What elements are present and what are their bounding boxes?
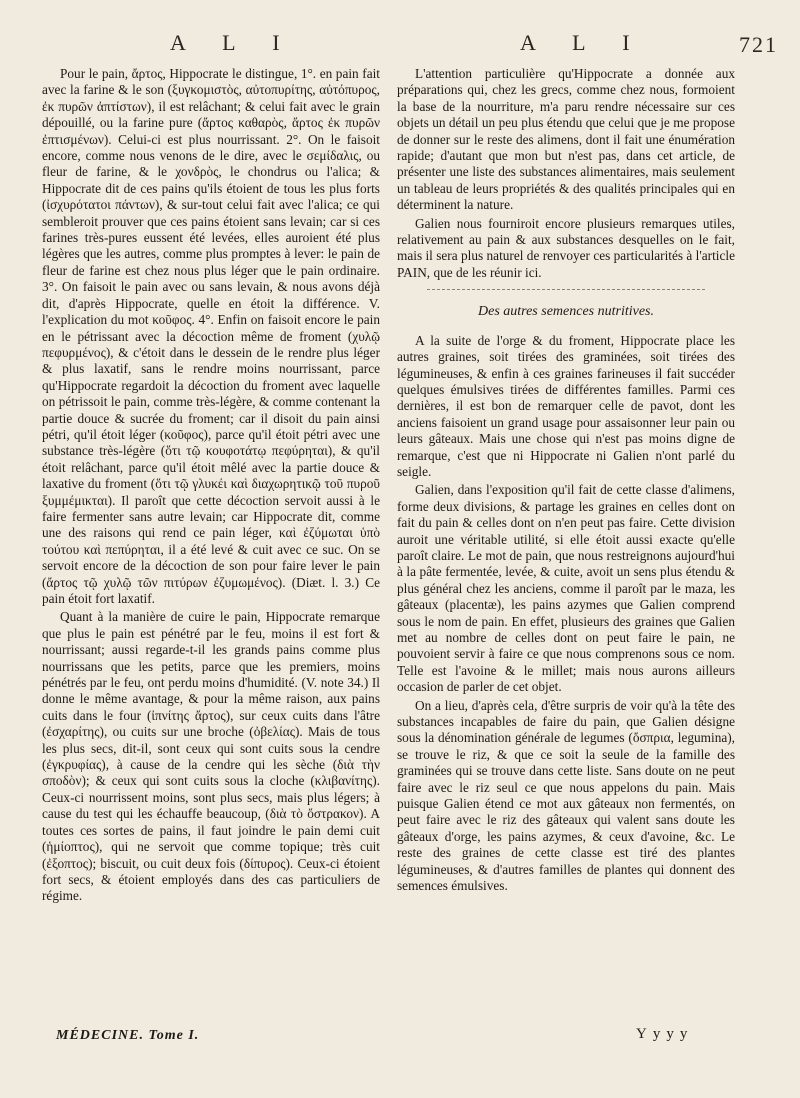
running-head-left: A L I bbox=[170, 30, 296, 55]
paragraph: Galien, dans l'exposition qu'il fait de cette classe d'alimens, forme deux divisions, & partage les graines en celles dont on fait du pain & celles dont on n'en peut pas faire. Cette division auroit une véritable utilité, si elle étoit aussi exacte qu'elle paroît claire. Le mot de pain, que nous restreignons aujourd'hui à la pâte fermentée, levée, & cuite, avoit un sens plus étendu & plus général chez les anciens, comme il paroît par le maza, les gâteaux (placentæ), les pains azymes que Galien comprend sous le nom de pain. En effet, plusieurs des graines que Galien met au nombre de celles dont on peut faire le pain, ne pouvoient servir à faire ce que nous comprenons sous ce nom. Telle est l'avoine & le millet; mais nous aurons ailleurs occasion de parler de cet objet. bbox=[397, 482, 735, 695]
paragraph: On a lieu, d'après cela, d'être surpris de voir qu'à la tête des substances incapables de faire du pain, que Galien désigne sous la dénomination générale de legumes (ὄσπρια, legumina), se trouve le riz, & que ce soit la seule de la famille des graminées qui se trouve dans cette liste. Sans doute on ne peut faire avec le riz seul ce que nous appelons du pain. Mais puisque Galien étend ce mot aux gâteaux non fermentés, on peut faire avec le riz des gâteaux qui valent sans doute les gâteaux d'orge, les pains azymes, & ceux d'avoine, &c. Le reste des graines de cette classe est tiré des plantes légumineuses, & d'autres familles de plantes qui donnent des semences émulsives. bbox=[397, 697, 735, 894]
paragraph: Galien nous fourniroit encore plusieurs remarques utiles, relativement au pain & aux substances desquelles on le fait, mais il sera plus naturel de renvoyer ces particularités à l'article PAIN, que de les réunir ici. bbox=[397, 215, 735, 280]
left-column bbox=[42, 66, 380, 905]
section-title: Des autres semences nutritives. bbox=[478, 304, 654, 320]
running-head-right: A L I bbox=[520, 30, 646, 55]
paragraph: L'attention particulière qu'Hippocrate a donnée aux préparations qui, chez les grecs, comme chez nous, formoient la base de la nourriture, m'a paru rendre nécessaire sur ces objets un détail un peu plus étendu que celui que je me propose de donner sur le reste des alimens, dont il fait une énumération rapide; d'autant que mon but n'est pas, dans cet article, de présenter une liste des substances alimentaires, mais seulement un tableau de leurs propriétés & des qualités principales qui en déterminent la nature. bbox=[397, 66, 735, 213]
footer-volume: MÉDECINE. Tome I. bbox=[56, 1028, 200, 1043]
page-number: 721 bbox=[739, 32, 778, 57]
paragraph: A la suite de l'orge & du froment, Hippocrate place les autres graines, soit tirées des graminées, soit tirées des légumineuses, & enfin à ces graines farineuses il fait succéder quelques émulsives tirées de différentes familles. Parmi ces dernières, il est bon de remarquer celle de pavot, dont les anciens faisoient un grand usage pour assaisonner leur pain ou leurs gâteaux. Mais une chose qui n'est pas moins digne de remarque, c'est que ni Hippocrate ni Galien n'ont parlé du seigle. bbox=[397, 332, 735, 479]
signature-mark: Yyyy bbox=[636, 1026, 694, 1042]
paragraph: Pour le pain, ἄρτος, Hippocrate le distingue, 1°. en pain fait avec la farine & le son (ξυγκομιστὸς, αὐτοπυρίτης, αὐτόπυρος, ἐκ πυρῶν ἀπτίστων), il est relâchant; & celui fait avec le grain dépouillé, ou la farine pure (ἄρτος καθαρὸς, ἄρτος ἐκ πυρῶν ἐπτισμένων). Celui-ci est plus nourrissant. 2°. On le faisoit encore, comme nous venons de le dire, avec le σεμίδαλις, ou fleur de farine, & le χονδρὸς, le chondrus ou l'alica; & Hippocrate dit de ces pains qu'ils étoient de tous les plus forts (ἰσχυρότατοι πάντων), & sur-tout celui fait avec l'alica; ce qui sembleroit prouver que ces pains étoient sans levain; car si ces farines très-pures eussent été levées, elles auroient été plus légères que les autres, comme plus promptes à lever: le pain de fleur de farine est chez nous plus léger que le pain ordinaire. 3°. On faisoit le pain avec ou sans levain, & nous avons déjà dit, d'après Hippocrate, quelle en étoit la différence. V. l'explication du mot κοῦφος. 4°. Enfin on faisoit encore le pain en le pétrissant avec la décoction même de froment (χυλῷ πεφυρμένος), & c'étoit dans le dessein de le rendre plus léger & plus laxatif, sans le rendre moins nourrissant, parce qu'Hippocrate regardoit la décoction du froment avec laquelle on pétrissoit le pain, comme très-légère, & comme contenant la partie douce & sucrée du froment; car il disoit du pain ainsi pétri, qu'il étoit léger (κοῦφος), parce qu'il étoit pétri avec une substance très-légère (ὅτι τῷ κουφοτάτῳ πεφύρηται), & qu'il étoit relâchant, parce qu'il étoit mêlé avec la partie douce & laxative du froment (ὅτι τῷ γλυκέι καὶ διαχωρητικῷ τοῦ πυροῦ ξυμμέμικται). Il paroît que cette décoction servoit aussi à le faire fermenter sans autre levain; car Hippocrate dit, comme une des raisons qui rend ce pain léger, καὶ ἐζύμωται ὑπὸ τούτου καὶ πεπύρηται, il a été levé & cuit avec ce suc. On se servoit encore de la décoction de son pour faire lever le pain (ἄρτος τῷ χυλῷ τῶν πιτύρων ἐζυμωμένος). (Diæt. l. 3.) Ce pain étoit fort laxatif. bbox=[42, 66, 380, 606]
right-column bbox=[397, 66, 735, 895]
section-divider bbox=[427, 289, 705, 290]
paragraph: Quant à la manière de cuire le pain, Hippocrate remarque que plus le pain est pénétré par le feu, moins il est fort & nourrissant; aussi regarde-t-il les grands pains comme plus nourrissans que les petits, parce que les premiers, moins pénétrés par le feu, ont perdu moins d'humidité. (V. note 34.) Il donne le même avantage, & pour la même raison, aux pains cuits dans le four (ἰπνίτης ἄρτος), sur ceux cuits dans l'âtre (ἐσχαρίτης), ou cuits sur une broche (ὀβελίας). Mais de tous les plus secs, dit-il, sont ceux qui sont cuits sous la cendre (ἐγκρυφίας), à cause de la cendre qui les sèche (διὰ τὴν σποδὸν); & ceux qui sont cuits sous la cloche (κλιβανίτης). Ceux-ci nourrissent moins, sont plus secs, mais plus légers; à cause du test qui les échauffe beaucoup, (διὰ τὸ ὄστρακον). A toutes ces sortes de pains, il faut joindre le pain demi cuit (ἡμίοπτος), qui ne servoit que comme topique; très cuit (ἐξοπτος); biscuit, ou cuit deux fois (δίπυρος). Ceux-ci étoient fort secs, & étoient employés dans des cas particuliers de régime. bbox=[42, 609, 380, 904]
